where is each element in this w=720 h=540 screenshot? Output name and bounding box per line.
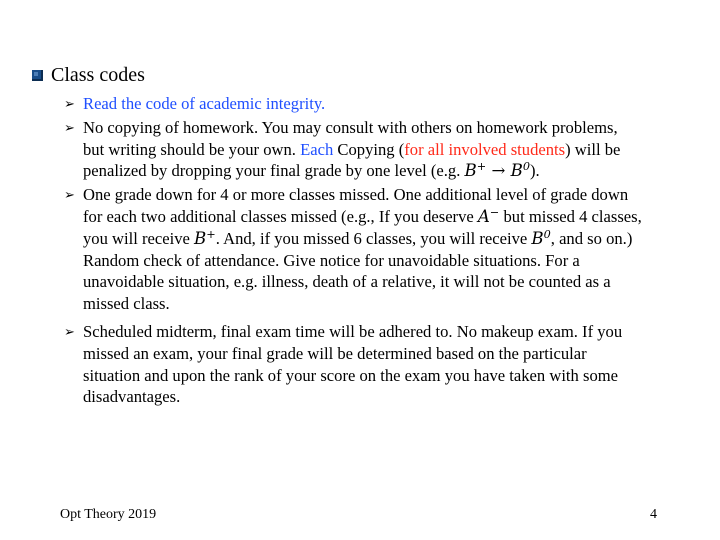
- bullet-line: Random check of attendance. Give notice for unavoidable situations. For a: [83, 250, 580, 270]
- math-a-minus: [478, 207, 499, 226]
- math-sup: +: [476, 160, 487, 174]
- bullet-line: One grade down for 4 or more classes missed. One additional level of grade down: [83, 185, 629, 205]
- bullet-exams: [64, 321, 694, 408]
- math-arrow: →: [486, 161, 511, 181]
- bullet-line: Read the code of academic integrity.: [83, 94, 326, 113]
- text-run: Copying (: [333, 139, 405, 159]
- text-run: . And, if you missed 6 classes, you will receive: [215, 228, 532, 248]
- arrow-bullet-icon: ➢: [64, 323, 75, 339]
- math-sup: 0: [522, 160, 531, 174]
- math-symbol: B: [510, 161, 523, 181]
- square-bullet-icon: [32, 70, 43, 81]
- text-run: , and so on.): [550, 228, 633, 248]
- text-run-blue: Each: [300, 139, 334, 159]
- math-b0: [531, 229, 550, 248]
- text-run: penalized by dropping your final grade by one level (e.g.: [83, 161, 465, 181]
- bullet-homework: [64, 117, 694, 182]
- math-b-plus-to-b0: [465, 161, 530, 180]
- text-run: for each two additional classes missed (e.g., If you deserve: [83, 206, 478, 226]
- heading-text: Class codes: [51, 64, 145, 86]
- bullet-attendance: [64, 184, 694, 315]
- text-run: you will receive: [83, 228, 195, 248]
- text-run: ) will be: [565, 139, 621, 159]
- bullet-line: [83, 206, 694, 228]
- bullet-line: [83, 160, 694, 182]
- math-symbol: A: [477, 206, 490, 226]
- math-symbol: B: [194, 228, 207, 248]
- text-run: ).: [530, 161, 540, 181]
- bullet-list: [64, 93, 694, 408]
- math-symbol: B: [531, 228, 544, 248]
- math-b-plus: [194, 229, 216, 248]
- bullet-line: unavoidable situation, e.g. illness, death of a relative, it will not be counted as a: [83, 272, 611, 292]
- math-sup: 0: [543, 227, 551, 241]
- math-symbol: B: [464, 161, 477, 181]
- bullet-line: disadvantages.: [83, 387, 181, 407]
- bullet-line: Scheduled midterm, final exam time will be adhered to. No makeup exam. If you: [83, 321, 623, 341]
- bullet-line: No copying of homework. You may consult with others on homework problems,: [83, 117, 618, 137]
- text-run-red: for all involved students: [404, 139, 566, 159]
- arrow-bullet-icon: ➢: [64, 96, 75, 111]
- text-run: but missed 4 classes,: [499, 206, 642, 226]
- bullet-line: [83, 228, 694, 250]
- bullet-line: situation and upon the rank of your score on the exam you have taken with some: [83, 365, 619, 385]
- math-sup: −: [489, 205, 500, 219]
- arrow-bullet-icon: ➢: [64, 119, 75, 135]
- bullet-line: [83, 139, 694, 161]
- arrow-bullet-icon: ➢: [64, 187, 75, 203]
- slide-heading: [32, 64, 145, 86]
- bullet-line: missed class.: [83, 294, 170, 314]
- bullet-academic-integrity: [64, 93, 694, 115]
- page-number: 4: [650, 507, 657, 522]
- bullet-line: missed an exam, your final grade will be determined based on the particular: [83, 343, 587, 363]
- math-sup: +: [206, 227, 216, 241]
- text-run: but writing should be your own.: [83, 139, 301, 159]
- footer-course-name: Opt Theory 2019: [60, 507, 157, 522]
